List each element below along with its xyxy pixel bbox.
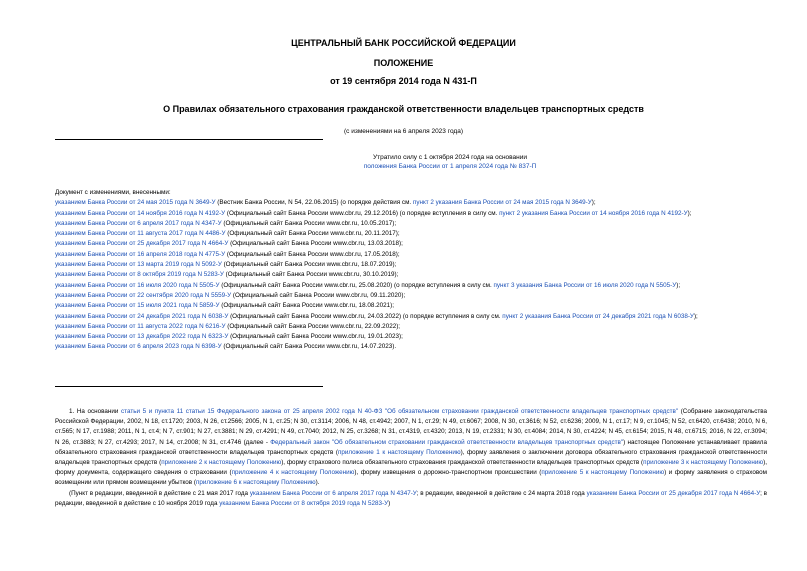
text: ); — [687, 209, 692, 217]
text: ) и форму заявления о страховом возмещении или прямом возмещении убытков ( — [55, 469, 767, 487]
effect-note-link[interactable]: пункт 2 указания Банка России от 24 декабря 2021 года N 6038-У — [502, 312, 694, 320]
void-notice-text: Утратило силу с 1 октября 2024 года на основании — [372, 154, 528, 161]
revision-note: (с изменениями на 6 апреля 2023 года) — [343, 128, 463, 135]
effect-note-link[interactable]: пункт 2 указания Банка России от 14 ноября 2016 года N 4192-У — [499, 209, 688, 217]
appendix-6-link[interactable]: приложение 6 к настоящему Положению — [195, 479, 316, 487]
text: ; в редакции, введенной в действие с 10 ноября 2019 года — [55, 489, 767, 507]
amendment-link[interactable]: указанием Банка России от 24 мая 2015 года N 3649-У — [55, 199, 216, 207]
text: ) — [388, 499, 391, 507]
amendment-link[interactable]: указанием Банка России от 14 ноября 2016 года N 4192-У — [55, 209, 226, 217]
issuer-heading: ЦЕНТРАЛЬНЫЙ БАНК РОССИЙСКОЙ ФЕДЕРАЦИИ — [291, 38, 516, 48]
amendment-item — [55, 239, 767, 249]
amendment-link[interactable]: указанием Банка России от 16 июля 2020 года N 5505-У — [55, 281, 220, 289]
amendment-link[interactable]: указанием Банка России от 11 августа 2017 года N 4486-У — [55, 230, 226, 238]
amendment-link[interactable]: указанием Банка России от 24 декабря 2021 года N 6038-У — [55, 312, 229, 320]
amendment-link[interactable]: указанием Банка России от 8 октября 2019 года N 5283-У — [219, 499, 389, 507]
amendment-item — [55, 229, 767, 239]
amendment-link[interactable]: указанием Банка России от 6 апреля 2017 года N 4347-У — [249, 489, 417, 497]
amendment-item — [55, 312, 767, 322]
main-text — [55, 407, 767, 509]
amendment-link[interactable]: указанием Банка России от 15 июля 2021 года N 5859-У — [55, 302, 220, 310]
text: 1. На основании — [69, 408, 122, 415]
divider — [55, 386, 323, 387]
paragraph-1 — [55, 407, 767, 489]
void-notice-link[interactable]: положения Банка России от 1 апреля 2024 года № 837-П — [363, 163, 537, 170]
effect-note-link[interactable]: пункт 3 указания Банка России от 16 июля 2020 года N 5505-У — [493, 281, 677, 289]
amendment-source: (Официальный сайт Банка России www.cbr.ru, 10.05.2017); — [221, 219, 397, 227]
text: ); — [676, 281, 681, 289]
appendix-4-link[interactable]: приложение 4 к настоящему Положению — [231, 469, 355, 477]
amendment-source: (Официальный сайт Банка России www.cbr.ru, 20.11.2017); — [225, 230, 400, 238]
text: ), форму извещения о дорожно-транспортном происшествии ( — [354, 469, 542, 477]
law-link[interactable]: статьи 5 и пункта 11 статьи 15 Федерального закона от 25 апреля 2002 года N 40-ФЗ "Об обязательном страховании гражданской ответственности владельцев транспортных средств" — [121, 408, 679, 415]
amendment-item — [55, 301, 767, 311]
amendment-item — [55, 342, 767, 352]
amendment-link[interactable]: указанием Банка России от 13 марта 2019 года N 5092-У — [55, 261, 222, 269]
amendments-list — [55, 188, 767, 353]
amendment-item — [55, 250, 767, 260]
paragraph-2 — [55, 489, 767, 509]
amendment-link[interactable]: указанием Банка России от 6 апреля 2017 года N 4347-У — [55, 219, 222, 227]
text: ), форму страхового полиса обязательного страхования гражданской ответственности владельцев транспортных средств ( — [281, 459, 644, 467]
document-date: от 19 сентября 2014 года N 431-П — [330, 76, 477, 86]
appendix-2-link[interactable]: приложение 2 к настоящему Положению — [161, 459, 282, 467]
amendment-link[interactable]: указанием Банка России от 25 декабря 2017 года N 4664-У — [586, 489, 761, 497]
document-type: ПОЛОЖЕНИЕ — [373, 58, 434, 68]
appendix-1-link[interactable]: приложение 1 к настоящему Положению — [337, 448, 461, 456]
amendment-item — [55, 281, 767, 291]
amendment-source: (Официальный сайт Банка России www.cbr.ru, 25.08.2020) (о порядке вступления в силу см. — [219, 281, 494, 289]
amendment-item — [55, 219, 767, 229]
void-notice — [300, 153, 600, 171]
amendment-source: (Официальный сайт Банка России www.cbr.ru, 22.09.2022); — [225, 322, 401, 330]
text: ). — [315, 479, 320, 487]
amendment-source: (Вестник Банка России, N 54, 22.06.2015) (о порядке действия см. — [215, 199, 413, 207]
document-title: О Правилах обязательного страхования гражданской ответственности владельцев транспортных средств — [163, 104, 644, 114]
amendment-link[interactable]: указанием Банка России от 22 сентября 2020 года N 5559-У — [55, 291, 232, 299]
amendment-item — [55, 291, 767, 301]
amendment-source: (Официальный сайт Банка России www.cbr.ru, 09.11.2020); — [231, 291, 406, 299]
effect-note-link[interactable]: пункт 2 указания Банка России от 24 мая 2015 года N 3649-У — [412, 199, 592, 207]
text: ); — [693, 312, 698, 320]
text: ; в редакции, введенной в действие с 24 марта 2018 года — [416, 489, 587, 497]
amendment-item — [55, 260, 767, 270]
appendix-3-link[interactable]: приложение 3 к настоящему Положению — [643, 459, 764, 467]
amendment-source: (Официальный сайт Банка России www.cbr.ru, 18.08.2021); — [219, 302, 395, 310]
text: (Пункт в редакции, введенной в действие с 21 мая 2017 года — [69, 489, 250, 497]
amendments-heading: Документ с изменениями, внесенными: — [55, 189, 171, 196]
amendment-source: (Официальный сайт Банка России www.cbr.ru, 14.07.2023). — [221, 343, 397, 351]
amendment-item — [55, 209, 767, 219]
amendment-item — [55, 270, 767, 280]
amendment-link[interactable]: указанием Банка России от 8 октября 2019 года N 5283-У — [55, 271, 224, 279]
amendment-source: (Официальный сайт Банка России www.cbr.ru, 24.03.2022) (о порядке вступления в силу см. — [228, 312, 503, 320]
amendment-item — [55, 332, 767, 342]
amendment-link[interactable]: указанием Банка России от 6 апреля 2023 года N 6398-У — [55, 343, 222, 351]
text: ) настоящее Положение устанавливает правила обязательного страхования гражданской ответственности владельцев транспортных средств ( — [55, 438, 767, 456]
amendment-source: (Официальный сайт Банка России www.cbr.ru, 18.07.2019); — [221, 261, 397, 269]
amendment-source: (Официальный сайт Банка России www.cbr.ru, 17.05.2018); — [225, 250, 400, 258]
amendment-link[interactable]: указанием Банка России от 25 декабря 2017 года N 4664-У — [55, 240, 229, 248]
text: ), форму заявления о заключении договора обязательного страхования гражданской ответственности владельцев транспортных средств ( — [55, 448, 767, 467]
amendment-source: (Официальный сайт Банка России www.cbr.ru, 19.01.2023); — [228, 333, 403, 341]
amendment-link[interactable]: указанием Банка России от 13 декабря 2022 года N 6323-У — [55, 333, 229, 341]
amendment-source: (Официальный сайт Банка России www.cbr.ru, 30.10.2019); — [223, 271, 399, 279]
amendment-link[interactable]: указанием Банка России от 11 августа 2022 года N 6216-У — [55, 322, 226, 330]
text: ); — [591, 199, 596, 207]
amendment-source: (Официальный сайт Банка России www.cbr.ru, 29.12.2016) (о порядке вступления в силу см. — [225, 209, 500, 217]
amendment-source: (Официальный сайт Банка России www.cbr.ru, 13.03.2018); — [228, 240, 403, 248]
appendix-5-link[interactable]: приложение 5 к настоящему Положению — [541, 469, 665, 477]
amendment-item — [55, 198, 767, 208]
amendment-link[interactable]: указанием Банка России от 16 апреля 2018 года N 4775-У — [55, 250, 226, 258]
text: (Собрание законодательства Российской Федерации, 2002, N 18, ст.1720; 2003, N 26, ст.2566; 2005, N 1, ст.25; N 30, ст.3114; 2006, N 48, ст.4942; 2007, N 1, ст.29; N 49, ст.6067; 2008, N 30, ст.3616; N 52, ст.6236; 2009, N 1, ст.17; N 9, ст.1045; N 52, ст.6420, ст.6438; 2010, N 6, ст.565; N 17, ст.1988; 2011, N 1, ст.4; N 7, ст.901; N 27, ст.3881; N 29, ст.4291; N 49, ст.7040; 2012, N 25, ст.3268; N 31, ст.4319, ст.4320; 2013, N 19, ст.2331; N 30, ст.4084; 2014, N 30, ст.4224; N 45, ст.6154; 2015, N 48, ст.6715; 2016, N 22, ст.3094; N 26, ст.3883; N 27, ст.4293; 2017, N 14, ст.2008; N 31, ст.4746 (далее - — [55, 408, 768, 446]
text: ), форму документа, содержащего сведения о страховании ( — [55, 459, 767, 477]
law-short-link[interactable]: Федеральный закон "Об обязательном страховании гражданской ответственности владельцев транспортных средств" — [270, 438, 624, 446]
amendment-item — [55, 322, 767, 332]
divider — [55, 139, 323, 140]
